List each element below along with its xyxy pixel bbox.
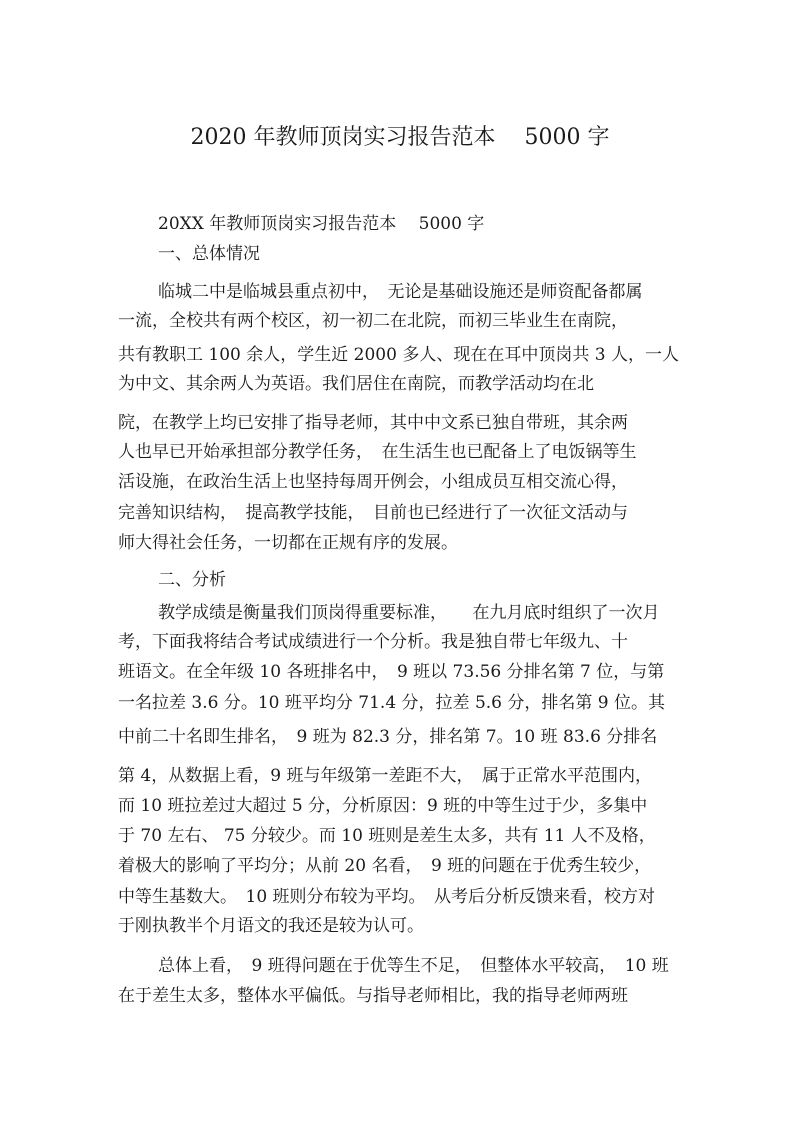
paragraph-line: 中前二十名即生排名， 9 班为 82.3 分，排名第 7。10 班 83.6 分排名 [118,727,658,747]
paragraph-line: 人也早已开始承担部分教学任务， 在生活生也已配备上了电饭锅等生 [118,442,637,462]
paragraph-line: 第 4，从数据上看，9 班与年级第一差距不大， 属于正常水平范围内， [118,766,652,786]
paragraph-line: 于刚执教半个月语文的我还是较为认可。 [118,916,424,936]
paragraph-line: 总体上看， 9 班得问题在于优等生不足， 但整体水平较高， 10 班 [158,956,669,976]
paragraph-line: 完善知识结构， 提高教学技能， 目前也已经进行了一次征文活动与 [118,503,628,523]
document-title: 2020 年教师顶岗实习报告范本 5000 字 [190,125,610,150]
paragraph-line: 着极大的影响了平均分；从前 20 名看， 9 班的问题在于优秀生较少， [118,856,652,876]
subtitle-line: 20XX 年教师顶岗实习报告范本 5000 字 [158,214,485,234]
section-heading-analysis: 二、分析 [158,570,226,590]
paragraph-line: 院，在教学上均已安排了指导老师，其中中文系已独自带班，其余两 [118,413,628,433]
paragraph-line: 在于差生太多，整体水平偏低。与指导老师相比，我的指导老师两班 [118,986,628,1006]
paragraph-line: 考，下面我将结合考试成绩进行一个分析。我是独自带七年级九、十 [118,632,628,652]
paragraph-line: 临城二中是临城县重点初中， 无论是基础设施还是师资配备都属 [158,282,643,302]
paragraph-line: 师大得社会任务，一切都在正规有序的发展。 [118,533,458,553]
paragraph-line: 为中文、其余两人为英语。我们居住在南院，而教学活动均在北 [118,374,594,394]
paragraph-line: 一名拉差 3.6 分。10 班平均分 71.4 分，拉差 5.6 分，排名第 9 位。其 [118,693,666,713]
paragraph-line: 于 70 左右、 75 分较少。而 10 班则是差生太多，共有 11 人不及格， [118,826,656,846]
paragraph-line: 教学成绩是衡量我们顶岗得重要标准， 在九月底时组织了一次月 [158,603,660,623]
paragraph-line: 中等生基数大。 10 班则分布较为平均。 从考后分析反馈来看，校方对 [118,887,656,907]
section-heading-overview: 一、总体情况 [158,244,260,264]
paragraph-line: 活设施，在政治生活上也坚持每周开例会，小组成员互相交流心得， [118,472,628,492]
paragraph-line: 共有教职工 100 余人，学生近 2000 多人、现在在耳中顶岗共 3 人，一人 [118,345,679,365]
paragraph-line: 一流，全校共有两个校区，初一初二在北院，而初三毕业生在南院， [118,311,628,331]
paragraph-line: 班语文。在全年级 10 各班排名中， 9 班以 73.56 分排名第 7 位，与第 [118,662,665,682]
paragraph-line: 而 10 班拉差过大超过 5 分，分析原因：9 班的中等生过于少，多集中 [118,796,648,816]
